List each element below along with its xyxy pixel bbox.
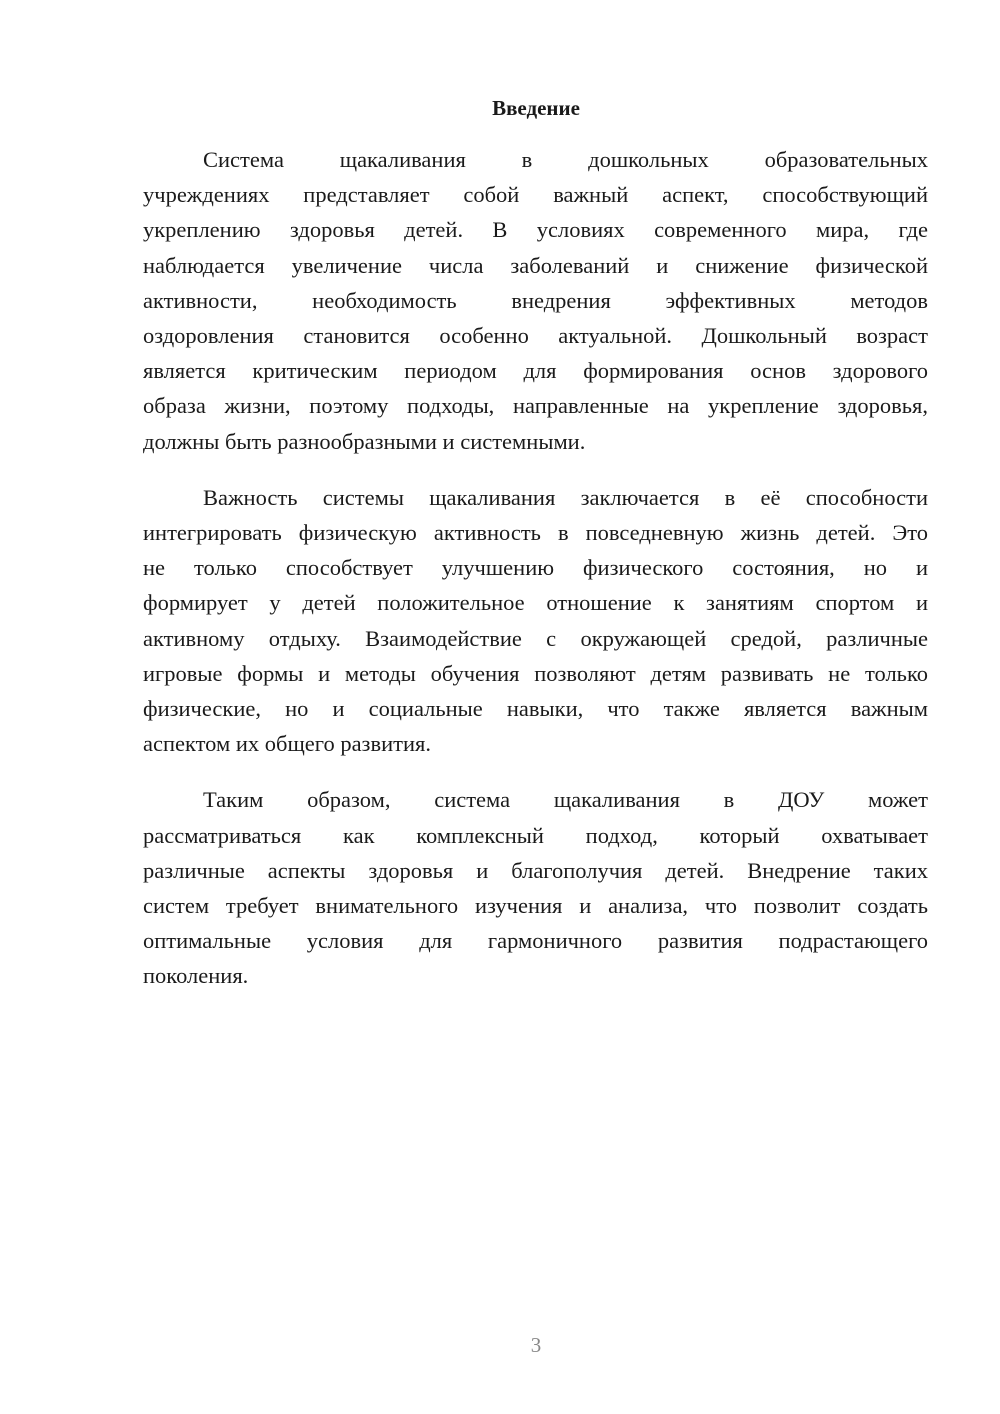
paragraph-line: систем требует внимательного изучения и анализа, что позволит создать (143, 893, 928, 919)
paragraph (143, 480, 928, 762)
paragraph-line: оптимальные условия для гармоничного развития подрастающего (143, 928, 928, 954)
paragraph-line: учреждениях представляет собой важный аспект, способствующий (143, 182, 928, 208)
paragraph-line: рассматриваться как комплексный подход, который охватывает (143, 822, 928, 848)
paragraph-line: образа жизни, поэтому подходы, направленные на укрепление здоровья, (143, 393, 928, 419)
section-heading: Введение (492, 96, 580, 120)
paragraph-line: является критическим периодом для формирования основ здорового (143, 358, 928, 384)
paragraph-line: активности, необходимость внедрения эффективных методов (143, 287, 928, 313)
paragraph-line: поколения. (143, 963, 249, 989)
paragraph-line: наблюдается увеличение числа заболеваний и снижение физической (143, 252, 928, 278)
paragraph-line: оздоровления становится особенно актуальной. Дошкольный возраст (143, 323, 928, 349)
paragraph-line: игровые формы и методы обучения позволяют детям развивать не только (143, 660, 928, 686)
paragraph (143, 142, 928, 459)
paragraph-line: Таким образом, система щакаливания в ДОУ может (203, 787, 928, 813)
paragraph-line: формирует у детей положительное отношение к занятиям спортом и (143, 590, 928, 616)
paragraph (143, 782, 928, 993)
paragraph-line: интегрировать физическую активность в повседневную жизнь детей. Это (143, 520, 928, 546)
paragraph-line: различные аспекты здоровья и благополучия детей. Внедрение таких (143, 857, 928, 883)
paragraph-line: Система щакаливания в дошкольных образовательных (203, 147, 928, 172)
page-number: 3 (530, 1333, 542, 1357)
document-body (143, 142, 928, 1015)
paragraph-line: активному отдыху. Взаимодействие с окружающей средой, различные (143, 625, 928, 651)
paragraph-line: Важность системы щакаливания заключается в её способности (203, 484, 928, 510)
paragraph-line: не только способствует улучшению физического состояния, но и (143, 555, 928, 581)
paragraph-line: должны быть разнообразными и системными. (143, 428, 586, 454)
paragraph-line: аспектом их общего развития. (143, 731, 431, 757)
paragraph-line: укреплению здоровья детей. В условиях современного мира, где (143, 217, 928, 243)
paragraph-line: физические, но и социальные навыки, что также является важным (143, 696, 928, 722)
